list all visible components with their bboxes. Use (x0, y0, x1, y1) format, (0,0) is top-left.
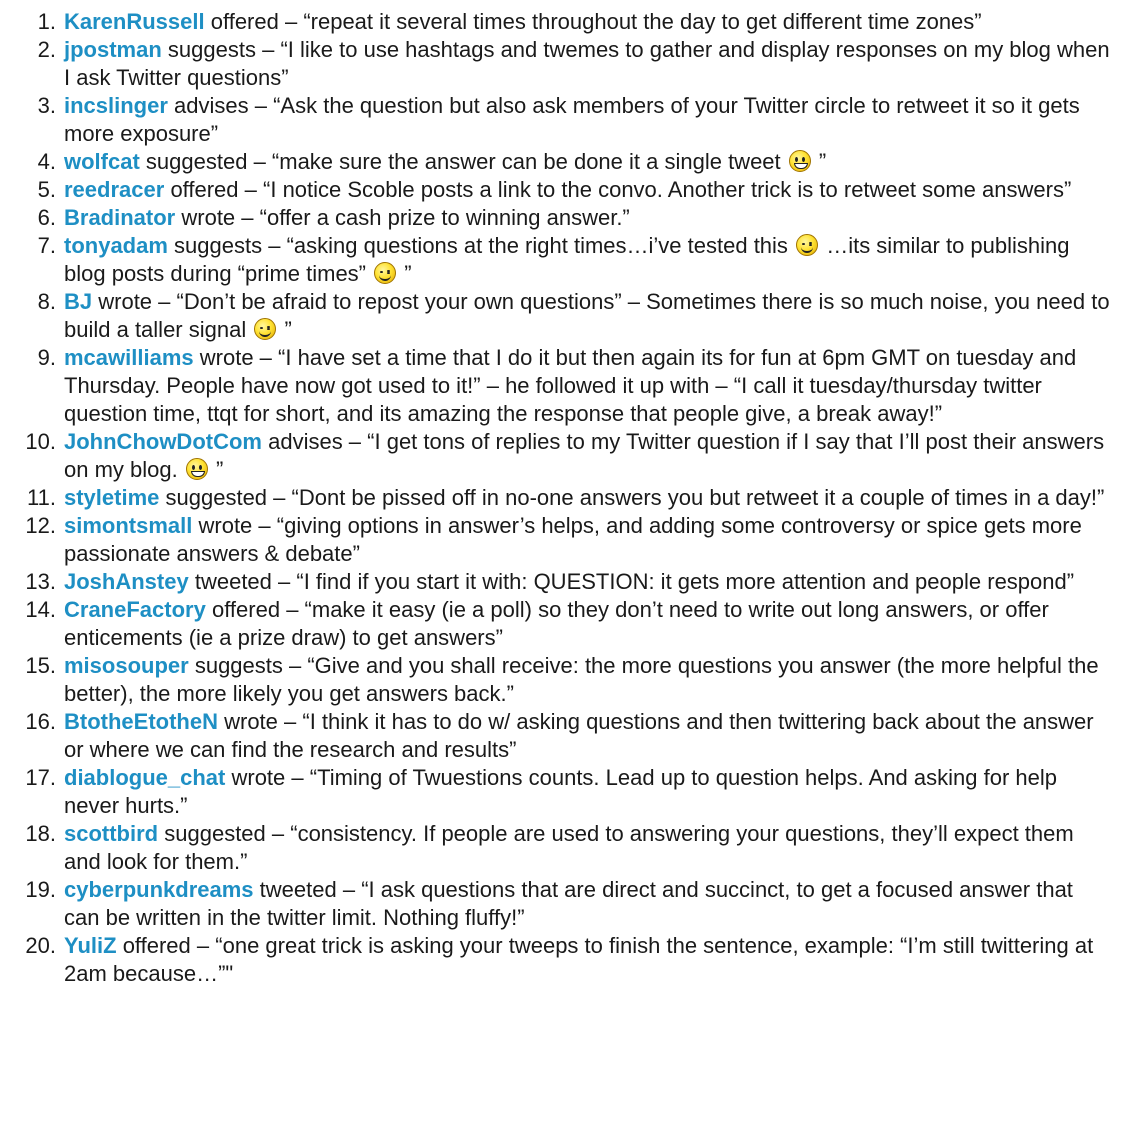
tip-number: 17. (25, 765, 56, 790)
tip-number: 19. (25, 877, 56, 902)
author-link[interactable]: YuliZ (64, 933, 117, 958)
tip-quote: “one great trick is asking your tweeps to finish the sentence, example: “I’m still twittering at 2am because…”" (64, 933, 1094, 986)
tip-verb: wrote (224, 709, 278, 734)
tip-verb: wrote (98, 289, 153, 314)
author-link[interactable]: misosouper (64, 653, 189, 678)
tip-verb: wrote (199, 345, 254, 370)
tip-item: 12. simontsmall wrote – “giving options in answer’s helps, and adding some controversy or spice gets more passionate answers & debate” (0, 512, 1112, 568)
tip-verb: advises (174, 93, 249, 118)
tip-quote: “I get tons of replies to my Twitter question if I say that I’ll post their answers on my blog. (64, 429, 1105, 482)
tip-item: 2. jpostman suggests – “I like to use hashtags and twemes to gather and display responses on my blog when I ask Twitter questions” (0, 36, 1112, 92)
closing-quote: ” (284, 317, 292, 342)
tip-number: 14. (25, 597, 56, 622)
tip-quote: “Don’t be afraid to repost your own questions” – Sometimes there is so much noise, you need to build a taller signal (64, 289, 1110, 342)
tip-quote: “make sure the answer can be done it a single tweet (271, 149, 781, 174)
tip-item: 3. incslinger advises – “Ask the question but also ask members of your Twitter circle to retweet it so it gets more exposure” (0, 92, 1112, 148)
tip-item: 5. reedracer offered – “I notice Scoble posts a link to the convo. Another trick is to retweet some answers” (0, 176, 1112, 204)
tip-number: 6. (37, 205, 56, 230)
author-link[interactable]: Bradinator (64, 205, 176, 230)
tip-quote: “I ask questions that are direct and succinct, to get a focused answer that can be written in the twitter limit. Nothing fluffy!” (64, 877, 1073, 930)
tip-verb: advises (268, 429, 343, 454)
author-link[interactable]: CraneFactory (64, 597, 206, 622)
author-link[interactable]: BtotheEtotheN (64, 709, 218, 734)
tip-item: 17. diablogue_chat wrote – “Timing of Twuestions counts. Lead up to question helps. And asking for help never hurts.” (0, 764, 1112, 820)
tip-verb: suggested (164, 821, 266, 846)
author-link[interactable]: scottbird (64, 821, 159, 846)
tip-item: 6. Bradinator wrote – “offer a cash prize to winning answer.” (0, 204, 1112, 232)
tip-quote: “I think it has to do w/ asking questions and then twittering back about the answer or where we can find the research and results” (64, 709, 1094, 762)
tip-item: 19. cyberpunkdreams tweeted – “I ask questions that are direct and succinct, to get a focused answer that can be written in the twitter limit. Nothing fluffy!” (0, 876, 1112, 932)
author-link[interactable]: styletime (64, 485, 160, 510)
tip-number: 12. (25, 513, 56, 538)
closing-quote: ” (215, 457, 224, 482)
author-link[interactable]: diablogue_chat (64, 765, 226, 790)
tip-verb: wrote (231, 765, 286, 790)
tip-verb: tweeted (259, 877, 337, 902)
tip-item: 16. BtotheEtotheN wrote – “I think it has to do w/ asking questions and then twittering back about the answer or where we can find the research and results” (0, 708, 1112, 764)
author-link[interactable]: wolfcat (64, 149, 140, 174)
tip-quote: “I have set a time that I do it but then again its for fun at 6pm GMT on tuesday and Thursday. People have now got used to it!” – he followed it up with – “I call it tuesday/thursday twitter question time, ttqt for short, and its amazing the response that people give, a break away!” (64, 345, 1077, 426)
closing-quote: ” (818, 149, 827, 174)
author-link[interactable]: cyberpunkdreams (64, 877, 254, 902)
grin-smiley-icon (789, 150, 811, 172)
tip-item: 18. scottbird suggested – “consistency. If people are used to answering your questions, they’ll expect them and look for them.” (0, 820, 1112, 876)
wink-smiley-icon (374, 262, 396, 284)
author-link[interactable]: simontsmall (64, 513, 193, 538)
tip-number: 11. (27, 485, 56, 510)
author-link[interactable]: tonyadam (64, 233, 168, 258)
tip-verb: offered (122, 933, 191, 958)
tip-verb: tweeted (194, 569, 272, 594)
tip-item: 20. YuliZ offered – “one great trick is asking your tweeps to finish the sentence, example: “I’m still twittering at 2am because…”" (0, 932, 1112, 988)
author-link[interactable]: BJ (64, 289, 93, 314)
tip-quote: “repeat it several times throughout the day to get different time zones” (303, 9, 982, 34)
tip-number: 15. (25, 653, 56, 678)
author-link[interactable]: incslinger (64, 93, 168, 118)
closing-quote: ” (404, 261, 412, 286)
tip-item: 14. CraneFactory offered – “make it easy (ie a poll) so they don’t need to write out long answers, or offer enticements (ie a prize draw) to get answers” (0, 596, 1112, 652)
tip-item: 15. misosouper suggests – “Give and you shall receive: the more questions you answer (the more helpful the better), the more likely you get answers back.” (0, 652, 1112, 708)
grin-smiley-icon (186, 458, 208, 480)
tip-quote: “consistency. If people are used to answering your questions, they’ll expect them and look for them.” (64, 821, 1074, 874)
tip-quote: “make it easy (ie a poll) so they don’t need to write out long answers, or offer enticements (ie a prize draw) to get answers” (64, 597, 1049, 650)
tip-number: 5. (37, 177, 56, 202)
tip-quote: “giving options in answer’s helps, and adding some controversy or spice gets more passionate answers & debate” (64, 513, 1082, 566)
tip-number: 18. (25, 821, 56, 846)
tip-quote: “Give and you shall receive: the more questions you answer (the more helpful the better), the more likely you get answers back.” (64, 653, 1099, 706)
wink-smiley-icon (796, 234, 818, 256)
tip-quote: “Ask the question but also ask members of your Twitter circle to retweet it so it gets more exposure” (64, 93, 1080, 146)
author-link[interactable]: reedracer (64, 177, 165, 202)
wink-smiley-icon (254, 318, 276, 340)
tip-verb: suggests (174, 233, 263, 258)
tip-verb: wrote (198, 513, 253, 538)
tip-number: 8. (37, 289, 56, 314)
tip-verb: offered (211, 597, 281, 622)
tip-item: 11. styletime suggested – “Dont be pissed off in no-one answers you but retweet it a couple of times in a day!” (0, 484, 1112, 512)
tip-number: 4. (37, 149, 56, 174)
tip-number: 9. (37, 345, 56, 370)
tip-number: 10. (25, 429, 56, 454)
tip-number: 13. (25, 569, 56, 594)
tip-item: 13. JoshAnstey tweeted – “I find if you start it with: QUESTION: it gets more attention and people respond” (0, 568, 1112, 596)
author-link[interactable]: mcawilliams (64, 345, 194, 370)
tip-number: 3. (37, 93, 56, 118)
tip-item: 10. JohnChowDotCom advises – “I get tons of replies to my Twitter question if I say that I’ll post their answers on my blog. ” (0, 428, 1112, 484)
tip-number: 1. (37, 9, 56, 34)
tip-quote: “Dont be pissed off in no-one answers you but retweet it a couple of times in a day!” (291, 485, 1105, 510)
tip-quote: “I find if you start it with: QUESTION: it gets more attention and people respond” (296, 569, 1075, 594)
tip-number: 20. (25, 933, 56, 958)
author-link[interactable]: JoshAnstey (64, 569, 189, 594)
tip-number: 7. (37, 233, 56, 258)
tip-verb: suggested (145, 149, 248, 174)
tip-number: 16. (25, 709, 56, 734)
tip-quote: “Timing of Twuestions counts. Lead up to question helps. And asking for help never hurts.” (64, 765, 1057, 818)
tip-quote: “I notice Scoble posts a link to the convo. Another trick is to retweet some answers” (263, 177, 1072, 202)
tip-quote-continued: …its similar to publishing blog posts during “prime times” (64, 233, 1070, 286)
tip-number: 2. (37, 37, 56, 62)
tip-verb: offered (170, 177, 239, 202)
tip-item: 9. mcawilliams wrote – “I have set a time that I do it but then again its for fun at 6pm GMT on tuesday and Thursday. People have now got used to it!” – he followed it up with – “I call it tuesday/thursday twitter question time, ttqt for short, and its amazing the response that people give, a break away!” (0, 344, 1112, 428)
author-link[interactable]: KarenRussell (64, 9, 205, 34)
tip-quote: “I like to use hashtags and twemes to gather and display responses on my blog when I ask Twitter questions” (64, 37, 1110, 90)
tip-verb: suggests (167, 37, 256, 62)
tip-item: 8. BJ wrote – “Don’t be afraid to repost your own questions” – Sometimes there is so much noise, you need to build a taller signal ” (0, 288, 1112, 344)
author-link[interactable]: JohnChowDotCom (64, 429, 262, 454)
tip-item: 4. wolfcat suggested – “make sure the answer can be done it a single tweet ” (0, 148, 1112, 176)
author-link[interactable]: jpostman (64, 37, 162, 62)
tip-verb: suggested (165, 485, 268, 510)
tip-item: 7. tonyadam suggests – “asking questions at the right times…i’ve tested this …its similar to publishing blog posts during “prime times” ” (0, 232, 1112, 288)
tip-item: 1. KarenRussell offered – “repeat it several times throughout the day to get different time zones” (0, 8, 1112, 36)
tip-verb: offered (210, 9, 279, 34)
tip-verb: wrote (181, 205, 236, 230)
tip-verb: suggests (194, 653, 283, 678)
tip-quote: “asking questions at the right times…i’ve tested this (286, 233, 788, 258)
tip-quote: “offer a cash prize to winning answer.” (259, 205, 630, 230)
